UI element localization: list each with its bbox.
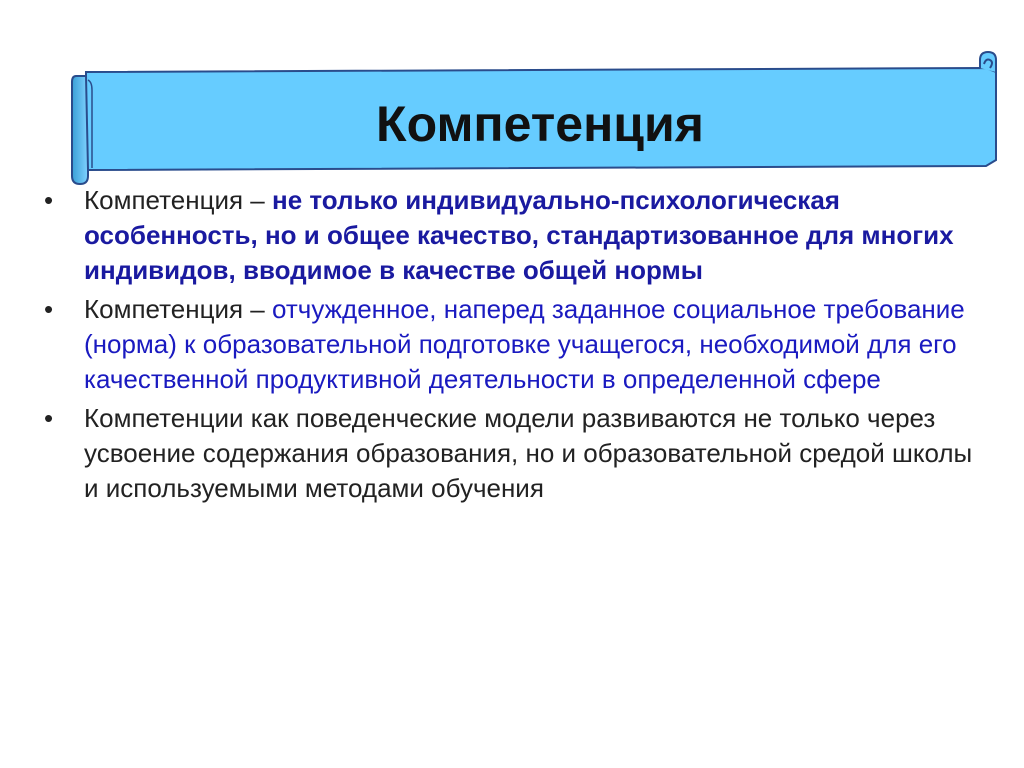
title-banner — [0, 0, 1024, 190]
bullet-lead: Компетенция – — [84, 185, 272, 215]
bullet-text: Компетенции как поведенческие модели развиваются не только через усвоение содержания образования, но и образовательной средой школы и используемыми методами обучения — [84, 403, 973, 503]
bullet-emphasis: отчужденное, наперед заданное социальное требование (норма) к образовательной подготовке учащегося, необходимой для его качественной продуктивной деятельности в определенной сфере — [84, 294, 965, 394]
bullet-item-2 — [40, 292, 990, 397]
bullet-item-3 — [40, 401, 990, 506]
bullet-marker: • — [44, 294, 54, 324]
bullet-emphasis: не только индивидуально-психологическая особенность, но и общее качество, стандартизованное для многих индивидов, вводимое в качестве общей нормы — [84, 185, 954, 285]
bullet-item-1 — [40, 183, 990, 288]
slide-title: Компетенция — [376, 96, 704, 152]
bullet-lead: Компетенция – — [84, 294, 272, 324]
bullet-list — [40, 183, 990, 510]
bullet-marker: • — [44, 185, 54, 215]
bullet-marker: • — [44, 403, 54, 433]
